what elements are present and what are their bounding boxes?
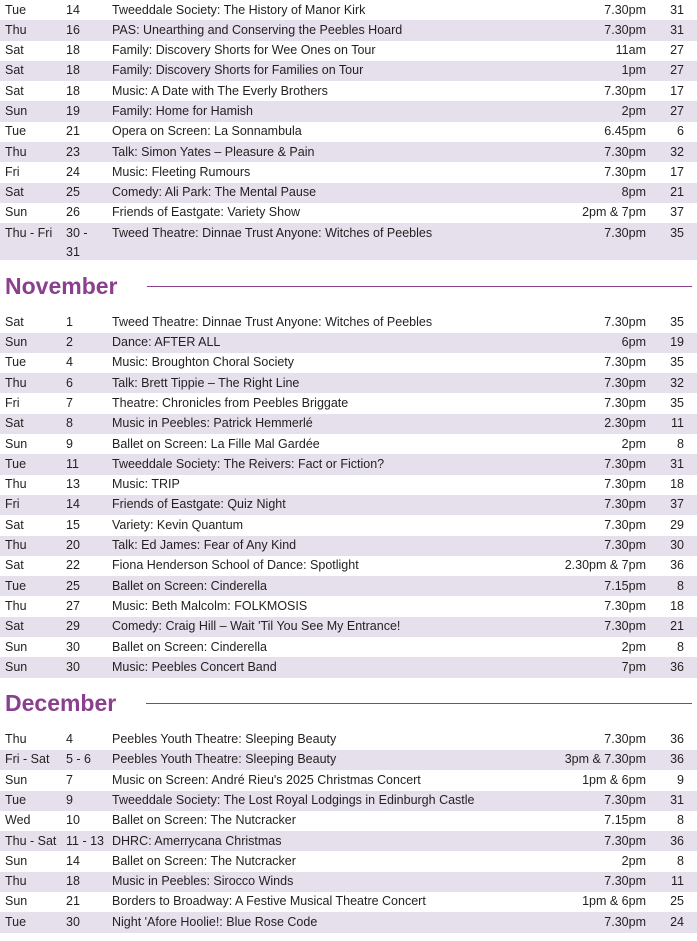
event-page-number: 27 xyxy=(670,103,684,118)
event-date: 30 xyxy=(66,659,80,674)
event-time: 6pm xyxy=(621,335,646,350)
event-day: Sat xyxy=(5,619,24,634)
event-day: Sun xyxy=(5,894,28,909)
event-page-number: 35 xyxy=(670,314,684,329)
event-date: 4 xyxy=(66,732,73,747)
month-header xyxy=(0,260,697,312)
event-row xyxy=(0,61,697,81)
event-time: 2pm xyxy=(621,436,646,451)
event-time: 7.30pm xyxy=(604,456,646,471)
event-title: Music: A Date with The Everly Brothers xyxy=(112,83,328,98)
event-date: 22 xyxy=(66,558,80,573)
event-page-number: 36 xyxy=(670,732,684,747)
event-row xyxy=(0,414,697,434)
event-title: Music in Peebles: Patrick Hemmerlé xyxy=(112,416,313,431)
event-day: Thu xyxy=(5,22,27,37)
event-row xyxy=(0,101,697,121)
event-time: 7.15pm xyxy=(604,813,646,828)
event-time: 7.30pm xyxy=(604,2,646,17)
event-row xyxy=(0,333,697,353)
event-row xyxy=(0,142,697,162)
event-page-number: 8 xyxy=(677,436,684,451)
event-title: Family: Discovery Shorts for Wee Ones on Tour xyxy=(112,43,376,58)
event-row xyxy=(0,434,697,454)
event-day: Thu xyxy=(5,874,27,889)
event-page-number: 31 xyxy=(670,22,684,37)
event-page-number: 8 xyxy=(677,639,684,654)
event-day: Sun xyxy=(5,639,28,654)
event-date: 30 xyxy=(66,639,80,654)
event-day: Tue xyxy=(5,456,27,471)
event-date: 14 xyxy=(66,497,80,512)
event-row xyxy=(0,750,697,770)
event-page-number: 31 xyxy=(670,2,684,17)
event-day: Sun xyxy=(5,853,28,868)
event-day: Tue xyxy=(5,578,27,593)
event-page-number: 32 xyxy=(670,144,684,159)
event-time: 3pm & 7.30pm xyxy=(564,752,646,767)
event-title: Music: TRIP xyxy=(112,477,180,492)
event-date: 14 xyxy=(66,853,80,868)
event-day: Thu - Fri xyxy=(5,225,53,240)
event-page-number: 24 xyxy=(670,914,684,929)
event-date: 7 xyxy=(66,395,73,410)
event-row xyxy=(0,0,697,20)
event-page-number: 35 xyxy=(670,395,684,410)
month-header xyxy=(0,678,697,730)
event-time: 7.30pm xyxy=(604,538,646,553)
event-time: 7.30pm xyxy=(604,874,646,889)
event-time: 7.30pm xyxy=(604,83,646,98)
event-time: 7.30pm xyxy=(604,833,646,848)
event-row xyxy=(0,556,697,576)
event-date: 27 xyxy=(66,598,80,613)
event-row xyxy=(0,637,697,657)
event-row xyxy=(0,312,697,332)
event-page-number: 35 xyxy=(670,355,684,370)
event-date: 29 xyxy=(66,619,80,634)
event-row xyxy=(0,353,697,373)
month-divider xyxy=(147,286,692,287)
event-day: Thu xyxy=(5,477,27,492)
event-page-number: 29 xyxy=(670,517,684,532)
event-date: 14 xyxy=(66,2,80,17)
event-title: Music in Peebles: Sirocco Winds xyxy=(112,874,294,889)
event-day: Sat xyxy=(5,416,24,431)
event-time: 7.30pm xyxy=(604,497,646,512)
month-section xyxy=(0,260,697,677)
event-time: 7.30pm xyxy=(604,477,646,492)
event-time: 7.30pm xyxy=(604,619,646,634)
event-date: 11 xyxy=(66,456,79,471)
event-title: DHRC: Amerrycana Christmas xyxy=(112,833,282,848)
event-title: Ballet on Screen: The Nutcracker xyxy=(112,813,296,828)
month-divider xyxy=(146,703,692,704)
event-page-number: 21 xyxy=(670,185,684,200)
month-title: November xyxy=(5,272,118,299)
event-title: PAS: Unearthing and Conserving the Peebles Hoard xyxy=(112,22,403,37)
event-title: Music on Screen: André Rieu's 2025 Christmas Concert xyxy=(112,772,421,787)
event-day: Sun xyxy=(5,436,28,451)
event-page-number: 27 xyxy=(670,43,684,58)
event-day: Tue xyxy=(5,355,27,370)
month-section xyxy=(0,678,697,933)
event-title: Tweeddale Society: The Lost Royal Lodgings in Edinburgh Castle xyxy=(112,793,475,807)
event-time: 2pm xyxy=(621,639,646,654)
event-row xyxy=(0,657,697,677)
event-row xyxy=(0,831,697,851)
event-date: 5 - 6 xyxy=(66,752,92,767)
event-title: Ballet on Screen: Cinderella xyxy=(112,578,267,593)
event-page-number: 32 xyxy=(670,375,684,390)
event-date: 24 xyxy=(66,164,80,179)
event-date: 18 xyxy=(66,63,80,78)
event-row xyxy=(0,162,697,182)
event-row xyxy=(0,223,697,260)
event-day: Sat xyxy=(5,558,24,573)
event-title: Peebles Youth Theatre: Sleeping Beauty xyxy=(112,752,337,767)
event-page-number: 11 xyxy=(671,416,684,431)
event-row xyxy=(0,393,697,413)
event-page-number: 17 xyxy=(670,164,684,179)
event-time: 7.30pm xyxy=(604,732,646,747)
event-row xyxy=(0,791,697,811)
event-row xyxy=(0,454,697,474)
event-date: 10 xyxy=(66,813,80,828)
event-title: Variety: Kevin Quantum xyxy=(112,517,244,532)
event-page-number: 36 xyxy=(670,659,684,674)
event-time: 2pm xyxy=(621,103,646,118)
event-day: Thu xyxy=(5,375,27,390)
event-title: Music: Fleeting Rumours xyxy=(112,164,251,179)
event-day: Sat xyxy=(5,185,24,200)
event-page-number: 31 xyxy=(670,456,684,471)
event-page-number: 27 xyxy=(670,63,684,78)
event-row xyxy=(0,373,697,393)
event-time: 7.30pm xyxy=(604,225,646,240)
event-date: 30 xyxy=(66,914,80,929)
event-date: 2 xyxy=(66,335,73,350)
event-date: 9 xyxy=(66,793,73,807)
event-date: 9 xyxy=(66,436,73,451)
event-page-number: 31 xyxy=(670,793,684,807)
event-title: Theatre: Chronicles from Peebles Briggate xyxy=(112,395,349,410)
event-time: 7.30pm xyxy=(604,598,646,613)
event-day: Tue xyxy=(5,793,27,807)
event-date: 1 xyxy=(66,314,73,329)
event-title: Night 'Afore Hoolie!: Blue Rose Code xyxy=(112,914,318,929)
event-date: 6 xyxy=(66,375,73,390)
event-day: Thu xyxy=(5,538,27,553)
event-day: Thu - Sat xyxy=(5,833,57,848)
event-time: 2pm xyxy=(621,853,646,868)
event-page-number: 6 xyxy=(677,124,684,139)
event-date: 15 xyxy=(66,517,80,532)
event-page-number: 9 xyxy=(677,772,684,787)
event-time: 7.30pm xyxy=(604,517,646,532)
event-page-number: 37 xyxy=(670,205,684,220)
event-date: 26 xyxy=(66,205,80,220)
event-page-number: 35 xyxy=(670,225,684,240)
event-row xyxy=(0,617,697,637)
event-title: Comedy: Ali Park: The Mental Pause xyxy=(112,185,317,200)
event-day: Fri xyxy=(5,497,20,512)
event-date: 18 xyxy=(66,43,80,58)
event-time: 7pm xyxy=(621,659,646,674)
event-row xyxy=(0,811,697,831)
event-title: Tweed Theatre: Dinnae Trust Anyone: Witches of Peebles xyxy=(112,314,433,329)
event-time: 2.30pm & 7pm xyxy=(564,558,646,573)
event-page-number: 8 xyxy=(677,813,684,828)
event-day: Fri xyxy=(5,395,20,410)
event-page-number: 37 xyxy=(670,497,684,512)
event-row xyxy=(0,20,697,40)
event-title: Comedy: Craig Hill – Wait 'Til You See My Entrance! xyxy=(112,619,401,634)
event-day: Sun xyxy=(5,659,28,674)
event-row xyxy=(0,41,697,61)
event-title: Family: Discovery Shorts for Families on Tour xyxy=(112,63,364,78)
event-row xyxy=(0,770,697,790)
event-page-number: 18 xyxy=(670,477,684,492)
event-row xyxy=(0,515,697,535)
event-day: Tue xyxy=(5,2,27,17)
event-date: 11 - 13 xyxy=(66,833,104,848)
event-day: Sat xyxy=(5,83,24,98)
event-date: 25 xyxy=(66,185,80,200)
event-row xyxy=(0,536,697,556)
event-time: 7.30pm xyxy=(604,375,646,390)
event-row xyxy=(0,912,697,932)
event-date: 4 xyxy=(66,355,73,370)
event-date: 30 - 31 xyxy=(66,225,88,259)
event-title: Friends of Eastgate: Quiz Night xyxy=(112,497,286,512)
event-page-number: 19 xyxy=(670,335,684,350)
event-page-number: 36 xyxy=(670,752,684,767)
event-title: Music: Peebles Concert Band xyxy=(112,659,277,674)
event-time: 7.30pm xyxy=(604,22,646,37)
event-title: Peebles Youth Theatre: Sleeping Beauty xyxy=(112,732,337,747)
event-date: 18 xyxy=(66,83,80,98)
event-title: Ballet on Screen: Cinderella xyxy=(112,639,267,654)
event-time: 1pm & 6pm xyxy=(582,772,646,787)
event-title: Dance: AFTER ALL xyxy=(112,335,221,350)
event-day: Sat xyxy=(5,63,24,78)
event-time: 1pm xyxy=(621,63,646,78)
event-row xyxy=(0,892,697,912)
event-day: Sat xyxy=(5,517,24,532)
event-title: Music: Beth Malcolm: FOLKMOSIS xyxy=(112,598,308,613)
event-time: 7.30pm xyxy=(604,914,646,929)
event-row xyxy=(0,475,697,495)
event-title: Fiona Henderson School of Dance: Spotlight xyxy=(112,558,359,573)
event-date: 19 xyxy=(66,103,80,118)
event-row xyxy=(0,576,697,596)
event-day: Sun xyxy=(5,335,28,350)
event-title: Tweeddale Society: The Reivers: Fact or Fiction? xyxy=(112,456,385,471)
event-time: 7.30pm xyxy=(604,793,646,807)
event-day: Sat xyxy=(5,314,24,329)
event-day: Sat xyxy=(5,43,24,58)
event-title: Opera on Screen: La Sonnambula xyxy=(112,124,302,139)
event-title: Friends of Eastgate: Variety Show xyxy=(112,205,301,220)
event-date: 21 xyxy=(66,894,80,909)
event-day: Tue xyxy=(5,914,27,929)
event-title: Tweed Theatre: Dinnae Trust Anyone: Witches of Peebles xyxy=(112,225,433,240)
event-row xyxy=(0,730,697,750)
event-title: Talk: Simon Yates – Pleasure & Pain xyxy=(112,144,315,159)
event-day: Thu xyxy=(5,598,27,613)
event-date: 20 xyxy=(66,538,80,553)
event-row xyxy=(0,183,697,203)
event-day: Thu xyxy=(5,732,27,747)
event-day: Tue xyxy=(5,124,27,139)
event-date: 8 xyxy=(66,416,73,431)
event-date: 13 xyxy=(66,477,80,492)
event-day: Sun xyxy=(5,103,28,118)
event-time: 7.30pm xyxy=(604,355,646,370)
event-page-number: 8 xyxy=(677,853,684,868)
event-title: Music: Broughton Choral Society xyxy=(112,355,295,370)
event-time: 6.45pm xyxy=(604,124,646,139)
event-row xyxy=(0,122,697,142)
event-page-number: 11 xyxy=(671,874,684,889)
event-title: Ballet on Screen: The Nutcracker xyxy=(112,853,296,868)
event-page-number: 8 xyxy=(677,578,684,593)
month-title: December xyxy=(5,690,117,717)
event-page-number: 18 xyxy=(670,598,684,613)
event-row xyxy=(0,872,697,892)
event-title: Talk: Ed James: Fear of Any Kind xyxy=(112,538,297,553)
event-day: Thu xyxy=(5,144,27,159)
event-date: 7 xyxy=(66,772,73,787)
event-time: 7.30pm xyxy=(604,164,646,179)
event-date: 18 xyxy=(66,874,80,889)
event-time: 7.30pm xyxy=(604,395,646,410)
event-page-number: 36 xyxy=(670,558,684,573)
event-title: Borders to Broadway: A Festive Musical Theatre Concert xyxy=(112,894,426,909)
event-time: 2.30pm xyxy=(604,416,646,431)
event-day: Sun xyxy=(5,205,28,220)
event-row xyxy=(0,495,697,515)
event-page-number: 30 xyxy=(670,538,684,553)
event-date: 25 xyxy=(66,578,80,593)
event-time: 8pm xyxy=(621,185,646,200)
event-title: Talk: Brett Tippie – The Right Line xyxy=(112,375,300,390)
event-page-number: 25 xyxy=(670,894,684,909)
event-page-number: 21 xyxy=(670,619,684,634)
event-time: 11am xyxy=(615,43,646,58)
event-time: 7.30pm xyxy=(604,144,646,159)
event-day: Fri - Sat xyxy=(5,752,50,767)
event-row xyxy=(0,203,697,223)
event-title: Tweeddale Society: The History of Manor Kirk xyxy=(112,2,366,17)
event-time: 7.30pm xyxy=(604,314,646,329)
event-time: 2pm & 7pm xyxy=(582,205,646,220)
event-title: Ballet on Screen: La Fille Mal Gardée xyxy=(112,436,320,451)
event-time: 7.15pm xyxy=(604,578,646,593)
event-page-number: 36 xyxy=(670,833,684,848)
event-date: 21 xyxy=(66,124,80,139)
event-day: Wed xyxy=(5,813,31,828)
event-time: 1pm & 6pm xyxy=(582,894,646,909)
event-title: Family: Home for Hamish xyxy=(112,103,253,118)
event-row xyxy=(0,596,697,616)
event-date: 23 xyxy=(66,144,80,159)
event-row xyxy=(0,851,697,871)
month-section xyxy=(0,0,697,260)
event-page-number: 17 xyxy=(670,83,684,98)
event-row xyxy=(0,81,697,101)
event-day: Sun xyxy=(5,772,28,787)
event-date: 16 xyxy=(66,22,80,37)
event-day: Fri xyxy=(5,164,20,179)
